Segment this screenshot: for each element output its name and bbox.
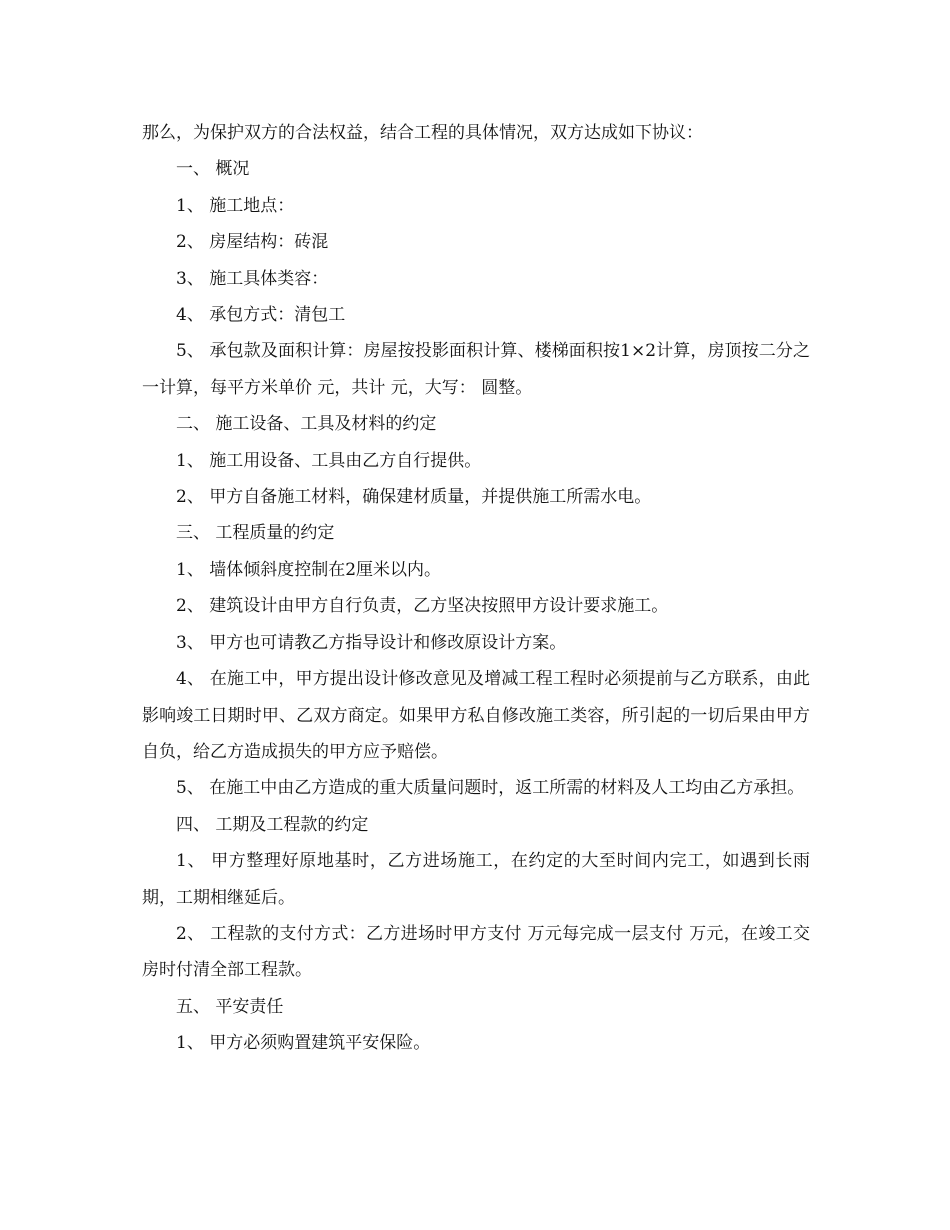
clause-building-structure: 2、 房屋结构：砖混	[176, 232, 329, 253]
clause-payment-area: 5、 承包款及面积计算：房屋按投影面积计算、楼梯面积按1×2计算，房顶按二分之一计算，每平方米单价 元，共计 元，大写： 圆整。	[142, 341, 810, 398]
clause-payment-method: 2、 工程款的支付方式：乙方进场时甲方支付 万元每完成一层支付 万元，在竣工交房时付清全部工程款。	[142, 923, 810, 981]
clause-schedule: 1、 甲方整理好原地基时，乙方进场施工，在约定的大至时间内完工，如遇到长雨期，工期相继延后。	[142, 851, 810, 908]
document-body	[142, 115, 810, 1062]
section-heading-equipment: 二、 施工设备、工具及材料的约定	[176, 414, 437, 435]
clause-contract-method: 4、 承包方式：清包工	[176, 305, 346, 326]
clause-quality-rework: 5、 在施工中由乙方造成的重大质量问题时，返工所需的材料及人工均由乙方承担。	[176, 778, 805, 799]
clause-construction-site: 1、 施工地点：	[176, 195, 295, 216]
clause-design-changes: 4、 在施工中，甲方提出设计修改意见及增减工程工程时必须提前与乙方联系，由此影响竣工日期时甲、乙双方商定。如果甲方私自修改施工类容，所引起的一切后果由甲方自负，给乙方造成损失的甲方应予赔偿。	[142, 669, 810, 762]
section-heading-overview: 一、 概况	[176, 159, 250, 180]
clause-construction-content: 3、 施工具体类容：	[176, 268, 329, 289]
section-heading-quality: 三、 工程质量的约定	[176, 523, 335, 544]
section-heading-schedule-payment: 四、 工期及工程款的约定	[176, 814, 369, 835]
clause-safety-insurance: 1、 甲方必须购置建筑平安保险。	[176, 1033, 431, 1054]
clause-design-guidance: 3、 甲方也可请教乙方指导设计和修改原设计方案。	[176, 632, 567, 653]
clause-design-responsibility: 2、 建筑设计由甲方自行负责，乙方坚决按照甲方设计要求施工。	[176, 596, 669, 617]
clause-materials: 2、 甲方自备施工材料，确保建材质量，并提供施工所需水电。	[176, 487, 652, 508]
clause-equipment: 1、 施工用设备、工具由乙方自行提供。	[176, 450, 482, 471]
intro-paragraph: 那么，为保护双方的合法权益，结合工程的具体情况，双方达成如下协议：	[142, 123, 703, 143]
section-heading-safety: 五、 平安责任	[176, 996, 284, 1017]
clause-wall-tilt: 1、 墙体倾斜度控制在2厘米以内。	[176, 559, 442, 580]
